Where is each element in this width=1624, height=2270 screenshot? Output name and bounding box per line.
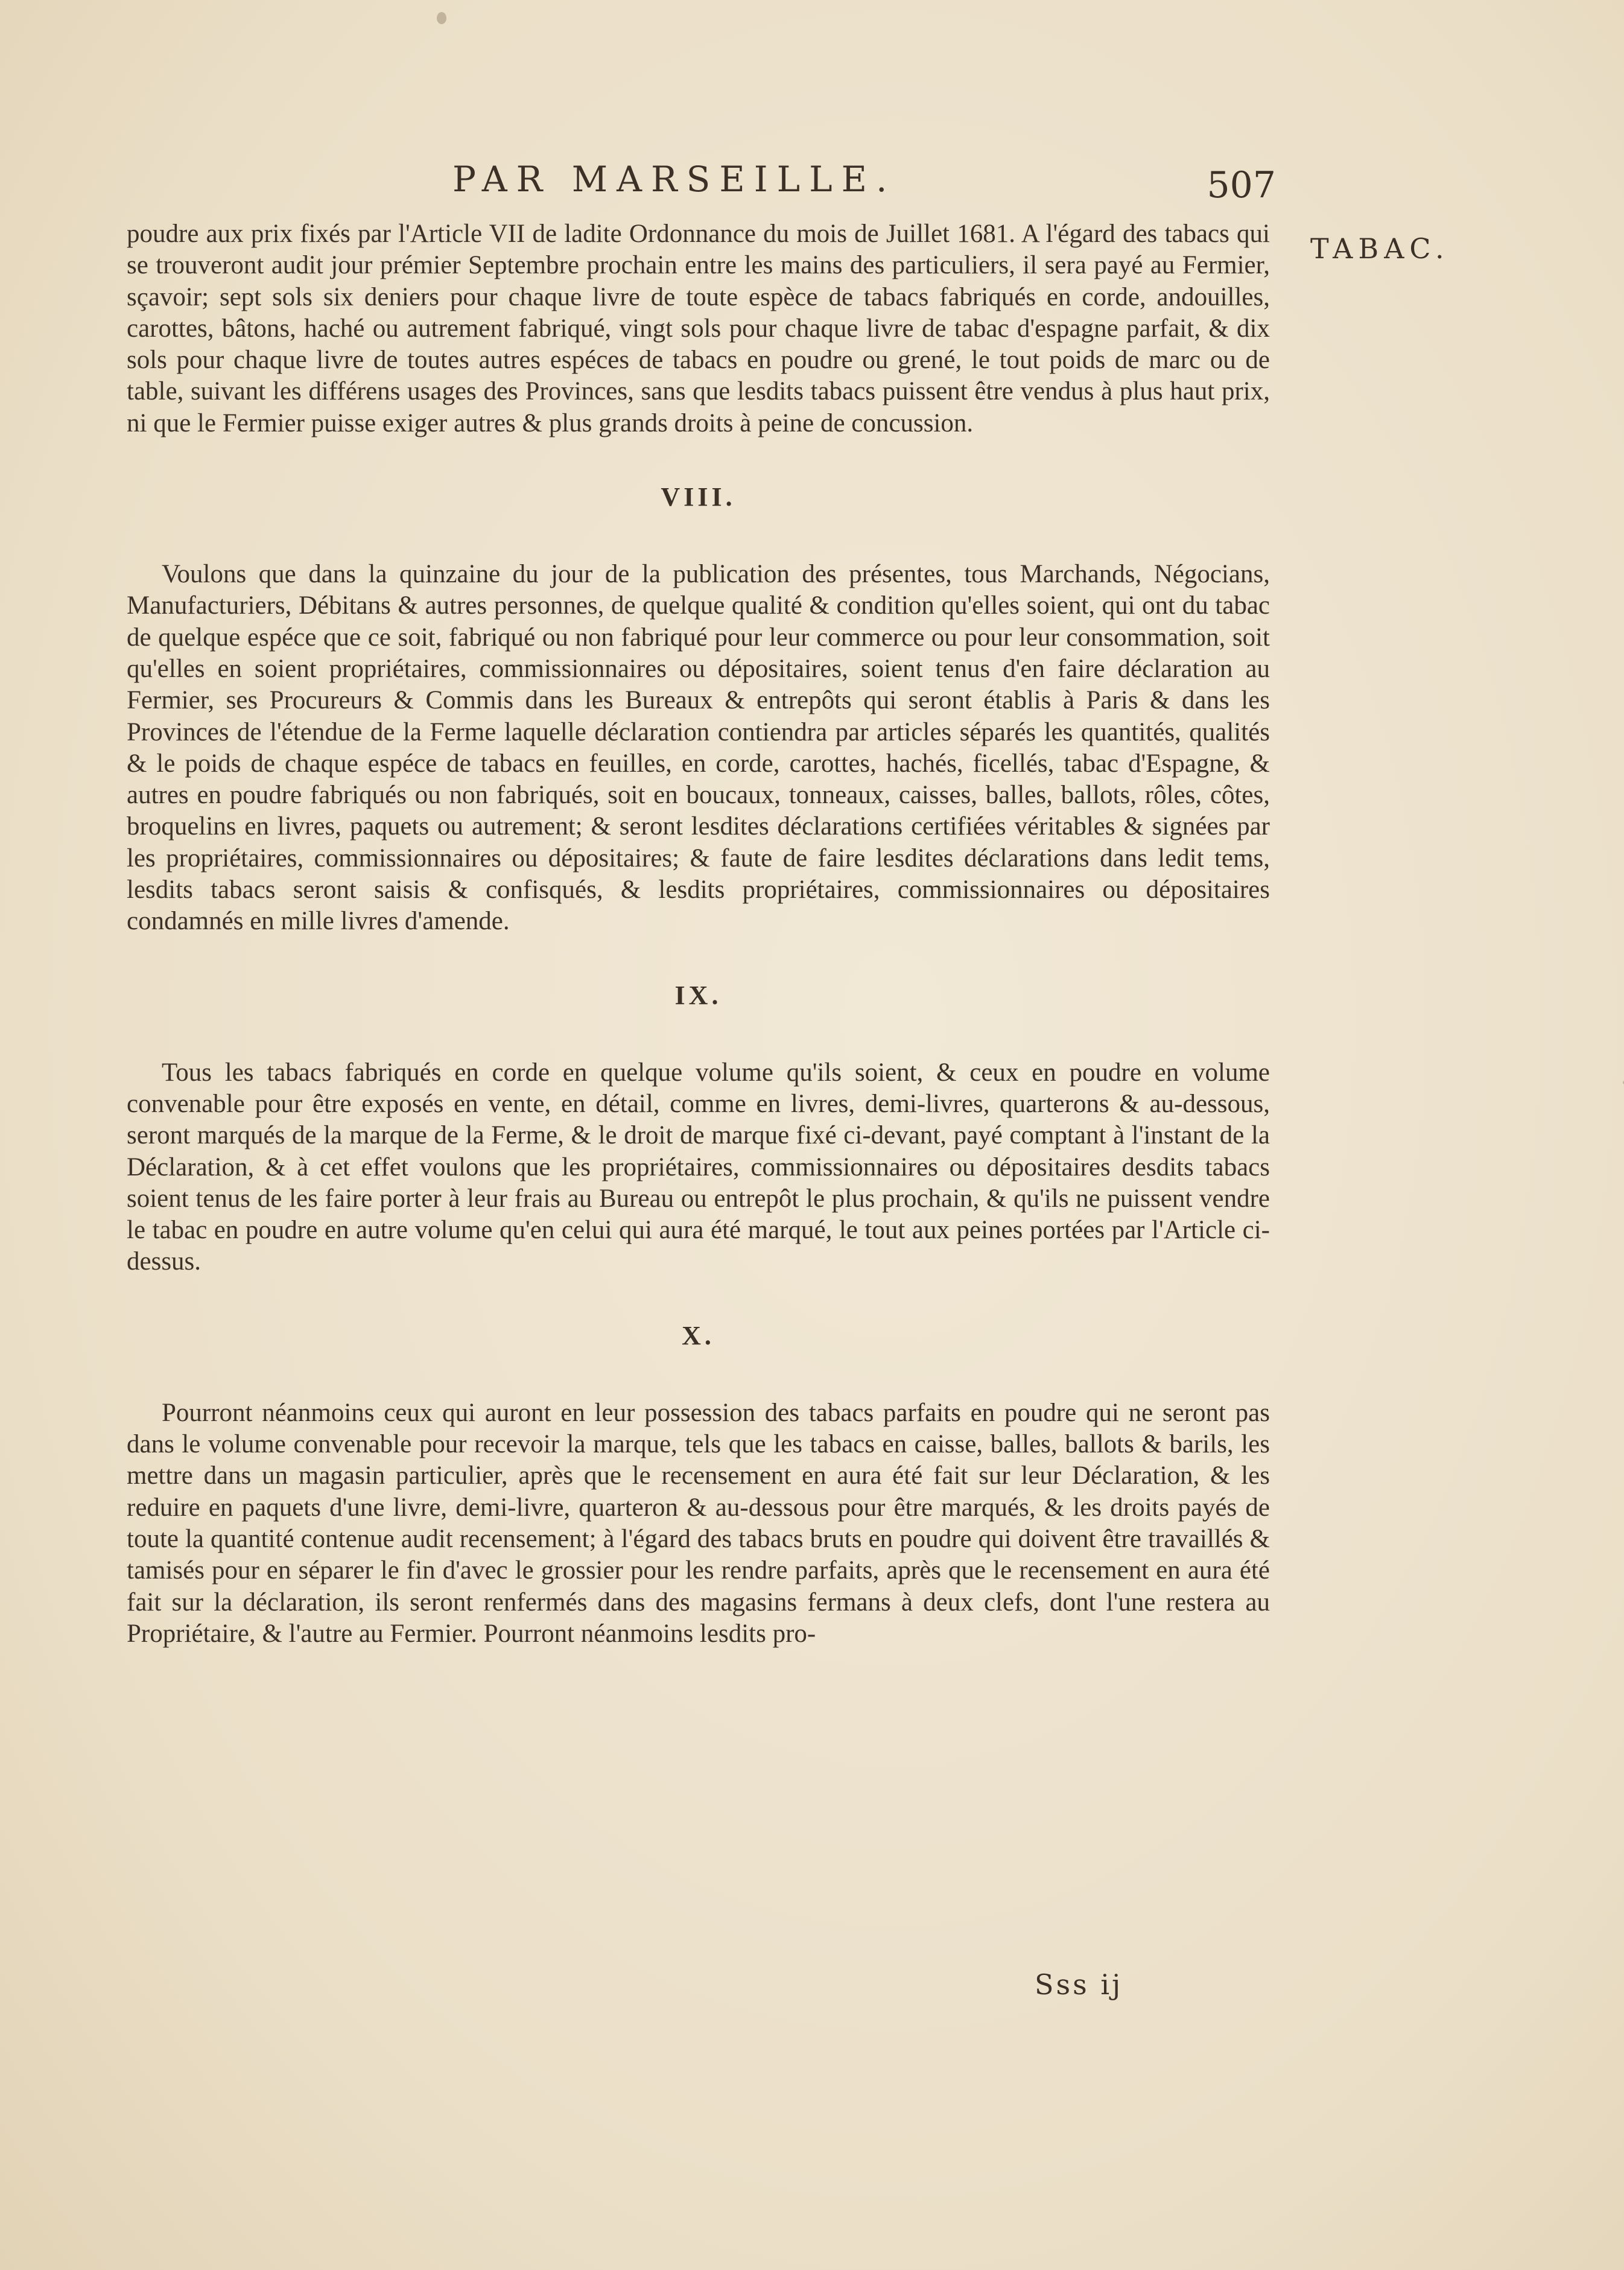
page-header [127,158,1276,206]
continuation-paragraph: poudre aux prix fixés par l'Article VII de ladite Ordonnance du mois de Juillet 1681. A l'égard des tabacs qui se trouveront audit jour prémier Septembre prochain entre les mains des particuliers, il sera payé au Fermier, sçavoir; sept sols six deniers pour chaque livre de toute espèce de tabacs fabriqués en corde, andouilles, carottes, bâtons, haché ou autrement fabriqué, vingt sols pour chaque livre de tabac d'espagne parfait, & dix sols pour chaque livre de toutes autres espéces de tabacs en poudre ou grené, le tout poids de marc ou de table, suivant les différens usages des Provinces, sans que lesdits tabacs puissent être vendus à plus haut prix, ni que le Fermier puisse exiger autres & plus grands droits à peine de concussion. [127,220,1270,437]
section-paragraph-ix: Tous les tabacs fabriqués en corde en quelque volume qu'ils soient, & ceux en poudre en volume convenable pour être exposés en vente, en détail, comme en livres, demi-livres, quarterons & au-dessous, seront marqués de la marque de la Ferme, & le droit de marque fixé ci-devant, payé comptant à l'instant de la Déclaration, & à cet effet voulons que les propriétaires, commissionnaires ou dépositaires desdits tabacs soient tenus de les faire porter à leur frais au Bureau ou entrepôt le plus prochain, & qu'ils ne puissent vendre le tabac en poudre en autre volume qu'en celui qui aura été marqué, le tout aux peines portées par l'Article ci-dessus. [127,1058,1270,1276]
running-title: PAR MARSEILLE. [452,159,896,200]
section-paragraph-viii: Voulons que dans la quinzaine du jour de la publication des présentes, tous Marchands, Négocians, Manufacturiers, Débitans & autres personnes, de quelque qualité & condition qu'elles soient, qui ont du tabac de quelque espéce que ce soit, fabriqué ou non fabriqué pour leur commerce ou pour leur consommation, soit qu'elles en soient propriétaires, commissionnaires ou dépositaires, soient tenus d'en faire déclaration au Fermier, ses Procureurs & Commis dans les Bureaux & entrepôts qui seront établis à Paris & dans les Provinces de l'étendue de la Ferme laquelle déclaration contiendra par articles séparés les quantités, qualités & le poids de chaque espéce de tabacs en feuilles, en corde, carottes, hachés, ficellés, tabac d'Espagne, & autres en poudre fabriqués ou non fabriqués, soit en boucaux, tonneaux, caisses, balles, ballots, rôles, côtes, broquelins en livres, paquets ou autrement; & seront lesdites déclarations certifiées véritables & signées par les propriétaires, commissionnaires ou dépositaires; & faute de faire lesdites déclarations dans ledit tems, lesdits tabacs seront saisis & confisqués, & lesdits propriétaires, commissionnaires ou dépositaires condamnés en mille livres d'amende. [127,560,1270,936]
section-heading-ix: IX. [674,980,722,1010]
body-text [127,218,1270,1650]
ink-spot [437,12,446,24]
section-heading-x: X. [682,1320,715,1350]
signature-mark: Sss ij [1035,1968,1123,2001]
margin-note: TABAC. [1310,232,1450,265]
section-paragraph-x: Pourront néanmoins ceux qui auront en leur possession des tabacs parfaits en poudre qui ne seront pas dans le volume convenable pour recevoir la marque, tels que les tabacs en caisse, balles, ballots & barils, les mettre dans un magasin particulier, après que le recensement en aura été fait sur leur Déclaration, & les reduire en paquets d'une livre, demi-livre, quarteron & au-dessous pour être marqués, & les droits payés de toute la quantité contenue audit recensement; à l'égard des tabacs bruts en poudre qui doivent être travaillés & tamisés pour en séparer le fin d'avec le grossier pour les rendre parfaits, après que le recensement en aura été fait sur la déclaration, ils seront renfermés dans des magasins fermans à deux clefs, dont l'une restera au Propriétaire, & l'autre au Fermier. Pourront néanmoins lesdits pro- [127,1398,1270,1648]
page-number: 507 [1207,164,1276,206]
section-heading-viii: VIII. [661,482,736,512]
